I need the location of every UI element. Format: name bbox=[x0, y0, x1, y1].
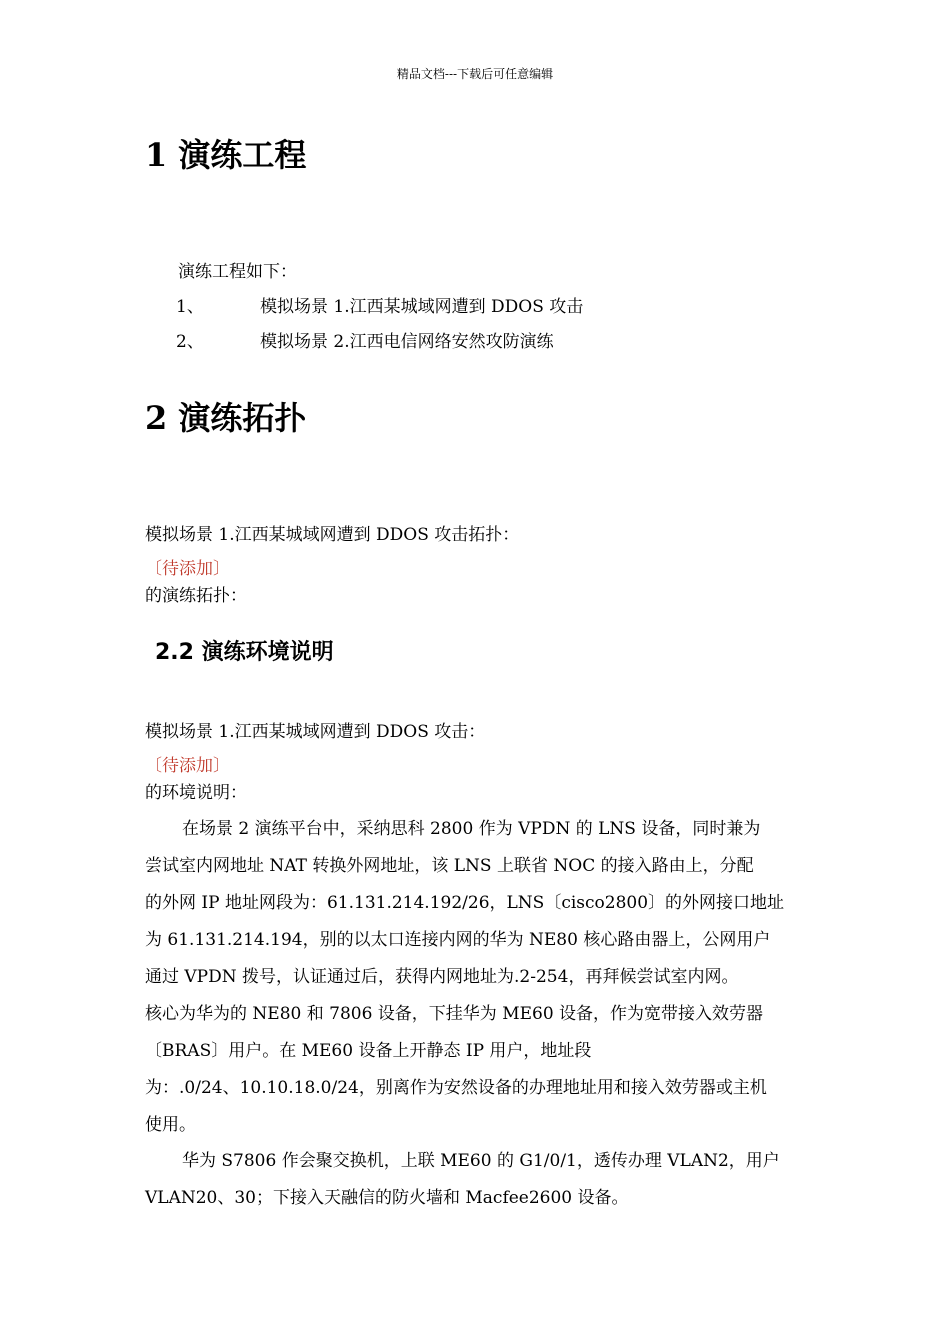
paragraph-line: VLAN20、30；下接入天融信的防火墙和 Macfee2600 设备。 bbox=[145, 1188, 629, 1208]
paragraph-line: 在场景 2 演练平台中，采纳思科 2800 作为 VPDN 的 LNS 设备，同时兼为 bbox=[182, 819, 761, 839]
paragraph-line: 华为 S7806 作会聚交换机，上联 ME60 的 G1/0/1，透传办理 VLAN2，用户 bbox=[182, 1151, 780, 1171]
list-item-text: 模拟场景 2.江西电信网络安然攻防演练 bbox=[260, 332, 554, 352]
environment-caption: 的环境说明： bbox=[145, 783, 247, 803]
section-1-intro: 演练工程如下： bbox=[178, 262, 297, 282]
paragraph-line: 为 61.131.214.194，别的以太口连接内网的华为 NE80 核心路由器上，公网用户 bbox=[145, 930, 771, 950]
paragraph-line: 〔BRAS〕用户。在 ME60 设备上开静态 IP 用户，地址段 bbox=[145, 1041, 592, 1061]
list-item-number: 2、 bbox=[176, 332, 204, 352]
paragraph-line: 为：.0/24、10.10.18.0/24，别离作为安然设备的办理地址用和接入效劳器或主机 bbox=[145, 1078, 767, 1098]
pending-note: 〔待添加〕 bbox=[145, 756, 230, 776]
list-item-text: 模拟场景 1.江西某城域网遭到 DDOS 攻击 bbox=[260, 297, 584, 317]
topology-label: 模拟场景 1.江西某城域网遭到 DDOS 攻击拓扑： bbox=[145, 525, 520, 545]
environment-label: 模拟场景 1.江西某城域网遭到 DDOS 攻击： bbox=[145, 722, 486, 742]
paragraph-line: 尝试室内网地址 NAT 转换外网地址，该 LNS 上联省 NOC 的接入路由上，分配 bbox=[145, 856, 754, 876]
paragraph-line: 核心为华为的 NE80 和 7806 设备，下挂华为 ME60 设备，作为宽带接入效劳器 bbox=[145, 1004, 764, 1024]
list-item-number: 1、 bbox=[176, 297, 204, 317]
subsection-heading: 2.2 演练环境说明 bbox=[155, 640, 334, 665]
paragraph-line: 通过 VPDN 拨号，认证通过后，获得内网地址为.2-254，再拜候尝试室内网。 bbox=[145, 967, 739, 987]
topology-caption: 的演练拓扑： bbox=[145, 586, 247, 606]
paragraph-line: 的外网 IP 地址网段为：61.131.214.192/26，LNS〔cisco2800〕的外网接口地址 bbox=[145, 893, 785, 913]
paragraph-line: 使用。 bbox=[145, 1115, 196, 1135]
section-2-heading: 2 演练拓扑 bbox=[145, 399, 307, 437]
pending-note: 〔待添加〕 bbox=[145, 559, 230, 579]
section-1-heading: 1 演练工程 bbox=[145, 136, 307, 174]
page-header: 精品文档---下载后可任意编辑 bbox=[396, 67, 554, 81]
